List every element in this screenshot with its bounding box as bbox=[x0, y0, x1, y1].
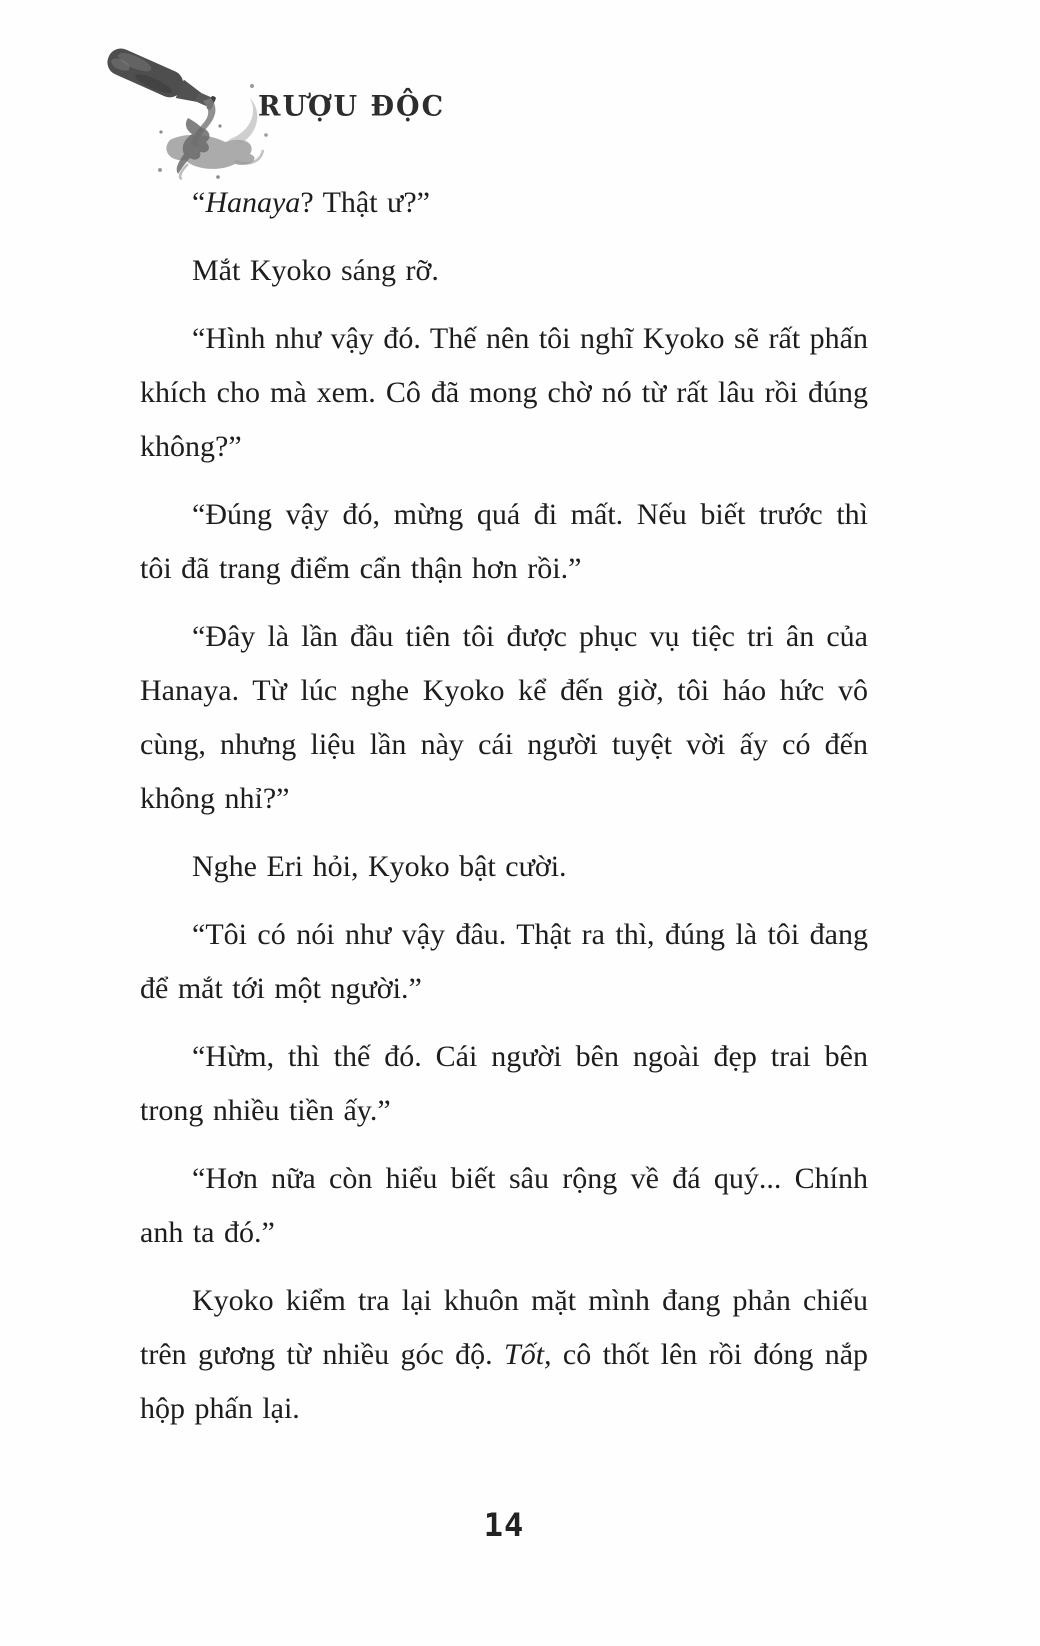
text: “Hừm, thì thế đó. Cái người bên ngoài đẹp trai bên trong nhiều tiền ấy.” bbox=[140, 1040, 868, 1127]
page-number: 14 bbox=[483, 1506, 525, 1544]
text: ? Thật ư?” bbox=[300, 186, 430, 219]
paragraph bbox=[140, 1030, 868, 1138]
paragraph bbox=[140, 908, 868, 1016]
text: Kyoko kiểm tra lại khuôn mặt mình đang phản chiếu trên gương từ nhiều góc độ. bbox=[140, 1284, 868, 1371]
paragraph bbox=[140, 176, 868, 230]
chapter-title: RƯỢU ĐỘC bbox=[258, 90, 446, 123]
chapter-header bbox=[0, 0, 1040, 180]
text: Nghe Eri hỏi, Kyoko bật cười. bbox=[192, 850, 567, 883]
paragraph bbox=[140, 312, 868, 474]
paragraph bbox=[140, 244, 868, 298]
italic-text: Hanaya bbox=[205, 186, 301, 219]
paragraph bbox=[140, 488, 868, 596]
text: “Hình như vậy đó. Thế nên tôi nghĩ Kyoko sẽ rất phấn khích cho mà xem. Cô đã mong chờ nó từ rất lâu rồi đúng không?” bbox=[140, 322, 868, 463]
text: “ bbox=[192, 186, 206, 219]
paragraph bbox=[140, 1152, 868, 1260]
text: “Tôi có nói như vậy đâu. Thật ra thì, đúng là tôi đang để mắt tới một người.” bbox=[140, 918, 868, 1005]
italic-text: Tốt, bbox=[504, 1338, 552, 1371]
body-text bbox=[140, 176, 868, 1436]
text: “Đây là lần đầu tiên tôi được phục vụ tiệc tri ân của Hanaya. Từ lúc nghe Kyoko kể đến giờ, tôi háo hức vô cùng, nhưng liệu lần này cái người tuyệt vời ấy có đến không nhỉ?” bbox=[140, 620, 868, 815]
text: “Đúng vậy đó, mừng quá đi mất. Nếu biết trước thì tôi đã trang điểm cẩn thận hơn rồi.” bbox=[140, 498, 868, 585]
paragraph bbox=[140, 840, 868, 894]
text: cô thốt lên rồi đóng nắp hộp phấn lại. bbox=[140, 1338, 869, 1425]
wine-bottle-pouring-icon bbox=[100, 40, 275, 180]
paragraph bbox=[140, 1274, 868, 1436]
text: “Hơn nữa còn hiểu biết sâu rộng về đá quý... Chính anh ta đó.” bbox=[140, 1162, 868, 1249]
text: Mắt Kyoko sáng rỡ. bbox=[192, 254, 439, 287]
paragraph bbox=[140, 610, 868, 826]
